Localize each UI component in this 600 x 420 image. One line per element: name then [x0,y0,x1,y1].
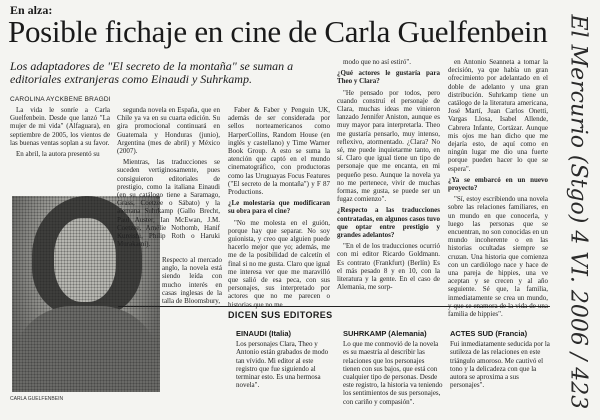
paragraph: Faber & Faber y Penguin UK, además de ser considerada por sellos norteamericanos como HarperCollins, Random House (en inglés y castellano) y Time Warner Book Group. A esto se suma la atención que captó en el mundo cinematográfico, con productoras como las Uruguayas Focus Features ("El secreto de la montaña") y F 87 Productions. [228,106,330,197]
editor-quote [450,330,550,389]
paragraph: En abril, la autora presentó su [16,150,100,159]
paragraph: segunda novela en España, que en Chile ya va en su cuarta edición. Su gira promocional continuará en Guatemala y Honduras (junio), Argentina (mes de abril) y México (2007). [117,106,220,156]
paragraph: "En el de los traducciones ocurrió con mi editor Ricardo Goldmann. Es contrato (Frankfurt) (Berlín) Es el más pesado 8 y en 10, con la literatura y la gente. En el caso de Alemania, me sorp- [337,242,440,292]
editor-name: ACTES SUD (Francia) [450,329,528,338]
interview-question: ¿Respecto a las traducciones contratadas, en algunos casos tuvo que optar entre prestigio y grandes adelantos? [337,206,440,240]
article-column-1 [10,106,110,161]
paragraph: Respecto al mercado anglo, la novela está siendo leída con mucho interés en casas inglesas de la talla de Bloomsbury, [162,256,222,306]
paragraph: en Antonio Seanneta a tomar la decisión, ya que había un gran ofrecimiento por adelantado en el doble de adelanto y una gran distribución. Suhrkamp tiene un catálogo de la literatura americana, José Martí, Juan Carlos Onetti, Vargas Llosa, Isabel Allende, Cabrera Infante, Cortázar. Aunque mis ojos me han dicho que me dejaría esto, de aquí como en ningún lugar me dio una fuerte porque pueden hacer lo que se espera". [448,58,548,173]
editor-name: EINAUDI (Italia) [236,329,292,338]
interview-question: ¿Le molestaría que modificaran su obra para el cine? [228,199,330,216]
article-column-5 [448,58,548,321]
paragraph: "He pensado por todos, pero cuando construí el personaje de Clara, muchas ideas me vinieron lanzado Jennifer Aniston, aunque es muy mayor para interpretarla. Theo me gustaría pensarlo, muy intenso, reflexivo, atormentado. ¿Clara? No sé, me puede inquietarme tanto, en sí. Claro que igual tiene un tipo de personaje que me encanta, en mi pequeño peso. Aunque la novela ya no me pertenece, vivir de muchas formas, me gusta, se puede ser un fugaz comienzo". [337,88,440,204]
interview-question: ¿Ya se embarcó en un nuevo proyecto? [448,175,548,193]
byline: CAROLINA AYCKBENE BRAGDI [10,96,111,103]
editor-quote-text: Lo que me conmovió de la novela es su maestría al describir las relaciones que los personajes tienen con sus bajos, que está con cualquier tipo de personas. Desde este registro, la historia va teniendo los sentimientos de sus personajes, con cariño y compasión". [343,340,443,406]
interview-question: ¿Qué actores le gustaría para Theo y Clara? [337,69,440,86]
headline: Posible fichaje en cine de Carla Guelfenbein [8,14,548,49]
paragraph: "Sí, estoy escribiendo una novela sobre las relaciones familiares, en un mundo en que conocerla, y luego las personas que se encuentran, no son conocidas en un mundo incoherente o en las historias ocultadas siempre se cruzan. Una historia que comienza con un cardiólogo nace y hace de una pareja de hippies, una ve aceptan y se crecen y al año seguiente. Sé que, la familia, inmediatamente se crea un mundo, y que se enamora de la vida de una familia de hippies". [448,195,548,319]
kicker: En alza: [10,3,53,17]
section-divider [118,306,550,307]
article-column-2 [117,106,220,251]
subheadline: Los adaptadores de "El secreto de la montaña" se suman a editoriales extranjeras como Einaudi y Suhrkamp. [10,59,294,86]
article-column-3 [228,106,330,312]
editors-section-title: DICEN SUS EDITORES [228,310,333,320]
editor-quote-text: Los personajes Clara, Theo y Antonio están grabados de modo tan vívido. Mi editor al este registro que fue siguiendo al terminar esto. Es una hermosa novela". [236,340,329,390]
editor-quote-text: Fui inmediatamente seducida por la sutileza de las relaciones en este triángulo amoroso. Me cautivó el tono y la delicadeza con que la autora se aproxima a sus personajes". [450,340,550,390]
paragraph: La vida le sonríe a Carla Guelfenbein. Desde que lanzó "La mujer de mi vida" (Alfaguara), en septiembre de 2005, los vientos de las buenas ventas soplan a su favor. [10,106,110,147]
paragraph: modo que no así estiró". [343,58,411,66]
editor-name: SUHRKAMP (Alemania) [343,329,427,338]
article-column-4 [337,58,440,294]
source-note-text: El Mercurio (Stgo) 4 VI. 2006 / 423 [565,14,591,410]
handwritten-source-note [556,12,600,410]
editor-quote [343,330,443,406]
photo-credit: CARLA GUELFENBEIN [10,396,64,402]
paragraph: "No me molesta en el guión, porque hay que separar. No soy guionista, y creo que alguien puede hacerlo mejor que yo; además, me me de la posibilidad de calcetín el final si no me gusta. Claro que igual me interesa ver que me maravilló que salió de esa peca, con sus personajes, sus interpretado por actores que no me parecen o historias que no me [228,218,330,309]
paragraph: Mientras, las traducciones se suceden vertiginosamente, pues consiguieron editoriales de prestigio, como la italiana Einaudi (en su catálogo tiene a Saramago, Grass, Coetzee o Sábato) y la alemana Suhrkamp (Gallo Brecht, Paul Auster, Ian McEwan, J.M. Coetzee, Amélie Nothomb, Hanif Kureishi, Philip Roth o Haruki Murakami). [117,158,220,249]
editor-quote [236,330,336,389]
